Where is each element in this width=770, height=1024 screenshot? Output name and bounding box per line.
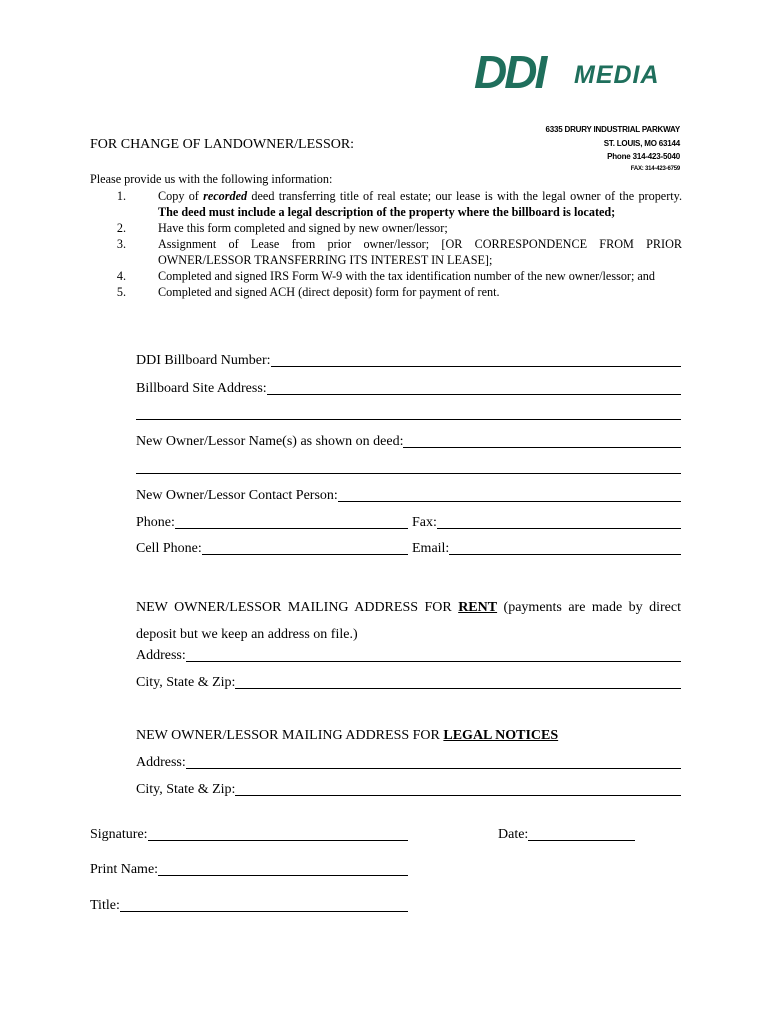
logo-graphic <box>474 50 684 94</box>
logo-brand: DDI <box>474 50 545 94</box>
billboard-number-field[interactable]: DDI Billboard Number: <box>136 352 681 369</box>
title-field[interactable]: Title: <box>90 897 408 914</box>
legal-address-field[interactable]: Address: <box>136 754 681 771</box>
contact-person-field[interactable]: New Owner/Lessor Contact Person: <box>136 487 681 504</box>
item-text: Completed and signed IRS Form W-9 with the tax identification number of the new owner/lessor; and <box>158 269 655 283</box>
rent-city-state-zip-field[interactable]: City, State & Zip: <box>136 674 681 691</box>
item-number: 3. <box>116 237 126 251</box>
rent-section-heading: NEW OWNER/LESSOR MAILING ADDRESS FOR RENT (payments are made by direct deposit but we keep an address on file.) <box>136 600 682 642</box>
item-text: Assignment of Lease from prior owner/lessor; [OR CORRESPONDENCE FROM PRIOR OWNER/LESSOR TRANSFERRING ITS INTEREST IN LEASE]; <box>158 237 682 267</box>
owner-name-field[interactable]: New Owner/Lessor Name(s) as shown on deed: <box>136 433 681 450</box>
item-number: 2. <box>116 221 126 235</box>
item-number: 1. <box>116 189 126 203</box>
site-address-line-2[interactable] <box>136 419 681 420</box>
item-text: Have this form completed and signed by new owner/lessor; <box>158 221 448 235</box>
company-fax: FAX: 314-423-6759 <box>630 166 680 172</box>
legal-city-state-zip-field[interactable]: City, State & Zip: <box>136 781 681 798</box>
company-street: 6335 DRURY INDUSTRIAL PARKWAY <box>545 125 680 134</box>
list-item <box>90 268 682 284</box>
date-field[interactable]: Date: <box>498 826 635 843</box>
item-number: 4. <box>116 269 126 283</box>
list-item <box>90 284 682 300</box>
owner-name-line-2[interactable] <box>136 473 681 474</box>
list-item <box>90 188 682 220</box>
ddi-media-logo <box>474 50 684 94</box>
email-field[interactable]: Email: <box>412 540 681 557</box>
legal-section-heading: NEW OWNER/LESSOR MAILING ADDRESS FOR LEGAL NOTICES <box>136 728 559 743</box>
rent-address-field[interactable]: Address: <box>136 647 681 664</box>
form-heading: FOR CHANGE OF LANDOWNER/LESSOR: <box>90 137 355 152</box>
company-phone: Phone 314-423-5040 <box>607 152 680 161</box>
fax-field[interactable]: Fax: <box>412 514 681 531</box>
list-item <box>90 220 682 236</box>
cell-phone-field[interactable]: Cell Phone: <box>136 540 408 557</box>
list-item <box>90 236 682 268</box>
print-name-field[interactable]: Print Name: <box>90 861 408 878</box>
item-text: Copy of recorded deed transferring title of real estate; our lease is with the legal owner of the property. The deed must include a legal description of the property where the billboard is located; <box>158 189 682 219</box>
site-address-field[interactable]: Billboard Site Address: <box>136 380 681 397</box>
requirements-list <box>90 188 682 300</box>
phone-field[interactable]: Phone: <box>136 514 408 531</box>
logo-word: MEDIA <box>574 61 660 89</box>
item-text: Completed and signed ACH (direct deposit) form for payment of rent. <box>158 285 500 299</box>
signature-field[interactable]: Signature: <box>90 826 408 843</box>
item-number: 5. <box>116 285 126 299</box>
intro-text: Please provide us with the following information: <box>90 172 333 186</box>
company-city: ST. LOUIS, MO 63144 <box>603 139 680 148</box>
